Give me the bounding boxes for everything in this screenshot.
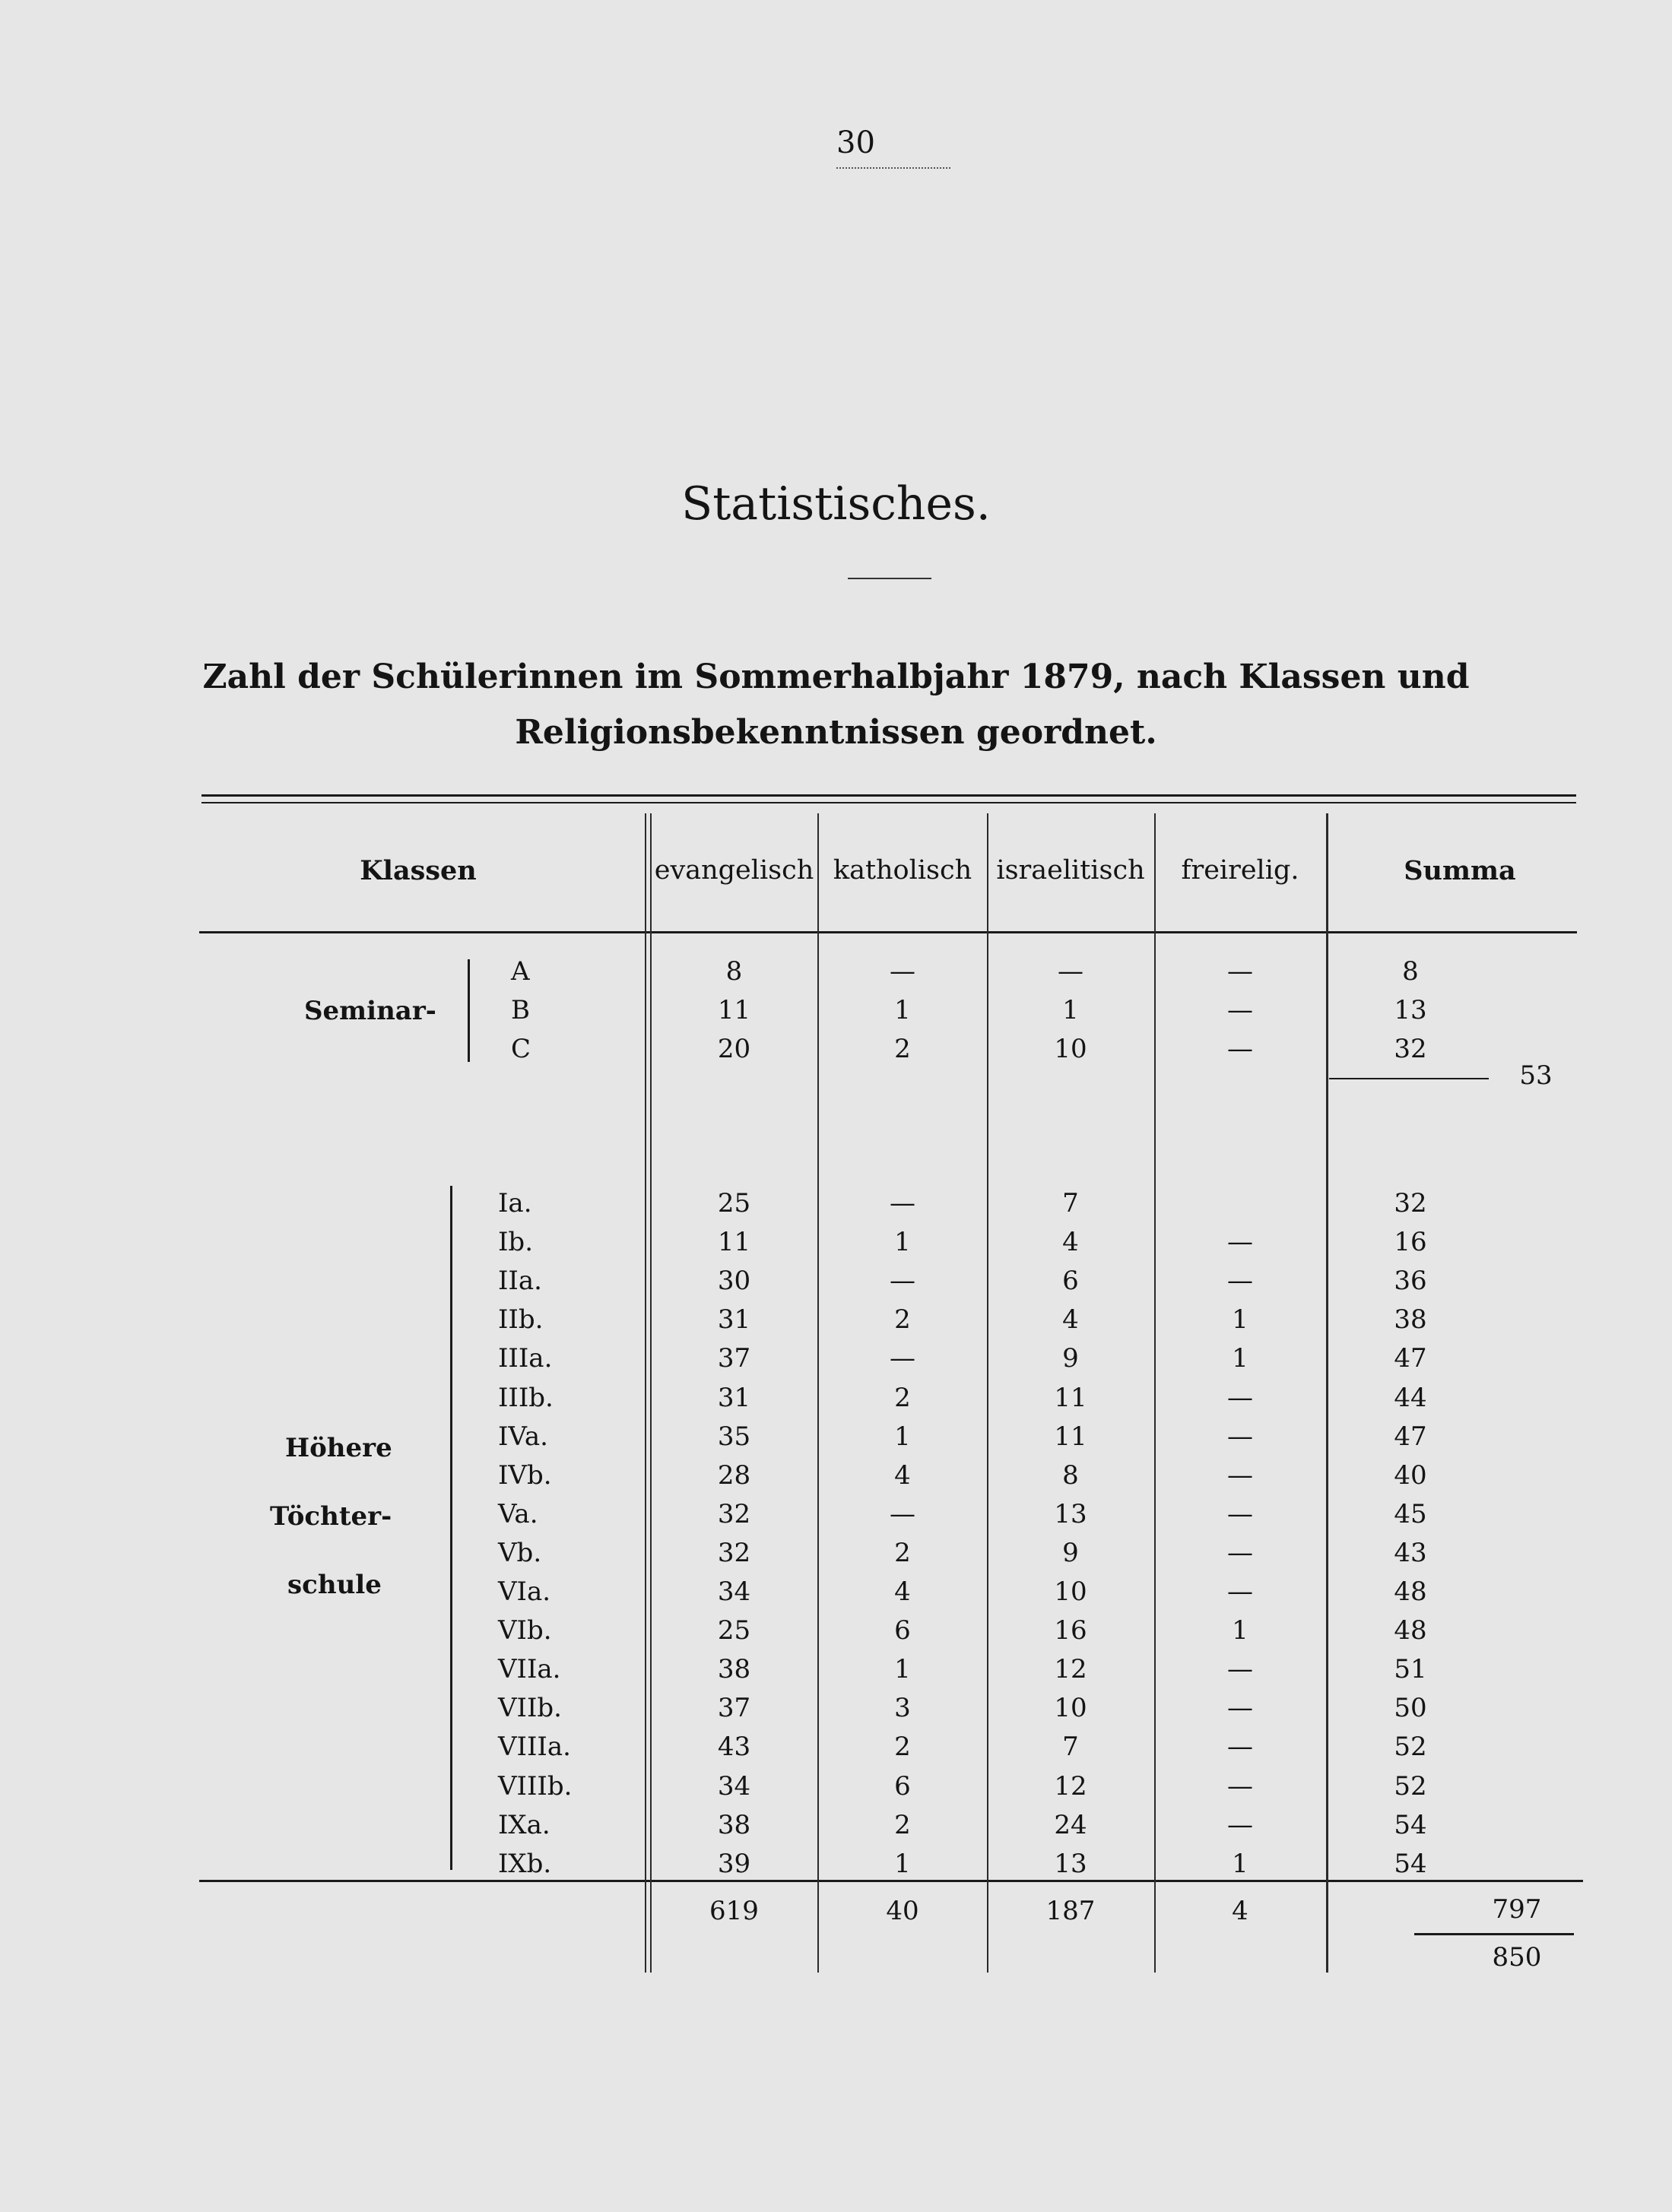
- page-title: Statistisches.: [681, 477, 991, 531]
- cell-klasse: VIIa.: [498, 1654, 561, 1685]
- cell-israelitisch: —: [1058, 956, 1083, 987]
- cell-katholisch: 1: [894, 1421, 911, 1452]
- col-head-evangelisch: evangelisch: [654, 855, 814, 886]
- cell-katholisch: 4: [894, 1577, 911, 1607]
- cell-israelitisch: 12: [1054, 1654, 1087, 1685]
- cell-summa: 47: [1394, 1421, 1427, 1452]
- cell-katholisch: —: [890, 1498, 915, 1529]
- total-israelitisch: 187: [1045, 1896, 1096, 1926]
- schule-brace: [450, 1186, 452, 1870]
- total-freirelig: 4: [1232, 1896, 1248, 1926]
- schule-label-3: schule: [287, 1570, 382, 1600]
- cell-israelitisch: 10: [1054, 1577, 1087, 1607]
- cell-freirelig: —: [1227, 1537, 1253, 1568]
- col-head-freirelig: freirelig.: [1181, 855, 1299, 886]
- cell-evangelisch: 31: [717, 1382, 751, 1413]
- summa-divider: [1326, 813, 1328, 1973]
- cell-summa: 51: [1394, 1654, 1427, 1685]
- cell-summa: 36: [1394, 1266, 1427, 1297]
- col-head-israelitisch: israelitisch: [996, 855, 1145, 886]
- cell-israelitisch: 13: [1054, 1848, 1087, 1879]
- cell-freirelig: —: [1227, 1266, 1253, 1297]
- cell-summa: 32: [1394, 1034, 1427, 1064]
- cell-summa: 43: [1394, 1537, 1427, 1568]
- cell-katholisch: 2: [894, 1304, 911, 1336]
- cell-freirelig: —: [1227, 1809, 1253, 1840]
- col-head-summa: Summa: [1404, 855, 1516, 886]
- cell-klasse: Vb.: [498, 1537, 542, 1568]
- cell-klasse: VIb.: [498, 1615, 552, 1646]
- cell-evangelisch: 35: [717, 1421, 751, 1452]
- cell-evangelisch: 39: [717, 1848, 751, 1879]
- cell-israelitisch: 10: [1054, 1034, 1087, 1064]
- cell-klasse: IIIa.: [498, 1343, 553, 1374]
- cell-klasse: B: [511, 995, 530, 1025]
- cell-israelitisch: 8: [1062, 1459, 1079, 1491]
- cell-summa: 16: [1394, 1227, 1427, 1258]
- cell-evangelisch: 38: [717, 1809, 751, 1840]
- cell-evangelisch: 11: [717, 1227, 751, 1258]
- cell-evangelisch: 32: [717, 1537, 751, 1568]
- cell-klasse: IIb.: [498, 1304, 544, 1336]
- cell-summa: 54: [1394, 1848, 1427, 1879]
- schule-label-2: Töchter-: [270, 1501, 392, 1532]
- cell-klasse: IXb.: [498, 1848, 552, 1879]
- cell-summa: 47: [1394, 1343, 1427, 1374]
- cell-freirelig: —: [1227, 956, 1253, 987]
- cell-israelitisch: 7: [1062, 1188, 1079, 1219]
- seminar-brace: [468, 959, 470, 1062]
- cell-katholisch: 2: [894, 1382, 911, 1413]
- cell-israelitisch: 9: [1062, 1537, 1079, 1568]
- cell-evangelisch: 37: [717, 1693, 751, 1724]
- total-summa: 797: [1492, 1894, 1542, 1925]
- cell-israelitisch: 10: [1054, 1693, 1087, 1724]
- cell-evangelisch: 25: [717, 1188, 751, 1219]
- table-heading-line1: Zahl der Schülerinnen im Sommerhalbjahr 1879, nach Klassen und: [202, 658, 1470, 696]
- cell-summa: 50: [1394, 1693, 1427, 1724]
- cell-katholisch: —: [890, 1343, 915, 1374]
- schule-label-1: Höhere: [285, 1433, 392, 1463]
- col-head-klassen: Klassen: [360, 855, 477, 886]
- cell-israelitisch: 4: [1062, 1227, 1079, 1258]
- cell-summa: 44: [1394, 1382, 1427, 1413]
- cell-summa: 8: [1402, 956, 1419, 987]
- cell-katholisch: —: [890, 1266, 915, 1297]
- totals-rule: [199, 1880, 1583, 1882]
- cell-freirelig: 1: [1232, 1615, 1248, 1646]
- cell-klasse: IVa.: [498, 1421, 548, 1452]
- cell-summa: 54: [1394, 1809, 1427, 1840]
- header-bottom-rule: [199, 931, 1577, 933]
- cell-israelitisch: 11: [1054, 1382, 1087, 1413]
- cell-katholisch: 2: [894, 1809, 911, 1840]
- cell-klasse: IIIb.: [498, 1382, 554, 1413]
- cell-klasse: IXa.: [498, 1809, 550, 1840]
- grand-total-rule: [1414, 1933, 1574, 1935]
- cell-evangelisch: 30: [717, 1266, 751, 1297]
- cell-katholisch: 2: [894, 1034, 911, 1064]
- cell-israelitisch: 16: [1054, 1615, 1087, 1646]
- cell-evangelisch: 32: [717, 1498, 751, 1529]
- cell-katholisch: 6: [894, 1770, 911, 1802]
- column-divider: [650, 813, 652, 1973]
- cell-summa: 52: [1394, 1770, 1427, 1802]
- cell-katholisch: 6: [894, 1615, 911, 1646]
- cell-freirelig: 1: [1232, 1343, 1248, 1374]
- cell-katholisch: —: [890, 1188, 915, 1219]
- cell-israelitisch: 12: [1054, 1770, 1087, 1802]
- cell-katholisch: 1: [894, 995, 911, 1025]
- cell-evangelisch: 8: [725, 956, 743, 987]
- cell-klasse: VIa.: [498, 1577, 551, 1607]
- cell-evangelisch: 43: [717, 1732, 751, 1763]
- total-evangelisch: 619: [709, 1896, 759, 1926]
- cell-klasse: A: [511, 956, 530, 987]
- column-divider: [817, 813, 819, 1973]
- column-divider: [645, 813, 646, 1973]
- page-number-rule: [836, 167, 950, 169]
- cell-summa: 52: [1394, 1732, 1427, 1763]
- cell-klasse: Ia.: [498, 1188, 532, 1219]
- cell-freirelig: —: [1227, 1693, 1253, 1724]
- cell-freirelig: —: [1227, 1654, 1253, 1685]
- cell-freirelig: 1: [1232, 1848, 1248, 1879]
- cell-israelitisch: 7: [1062, 1732, 1079, 1763]
- cell-evangelisch: 11: [717, 995, 751, 1025]
- cell-evangelisch: 28: [717, 1459, 751, 1491]
- table-heading-line2: Religionsbekenntnissen geordnet.: [515, 713, 1157, 752]
- cell-summa: 40: [1394, 1459, 1427, 1491]
- title-rule: [848, 578, 931, 579]
- cell-israelitisch: 9: [1062, 1343, 1079, 1374]
- col-head-katholisch: katholisch: [833, 855, 972, 886]
- cell-freirelig: —: [1227, 1227, 1253, 1258]
- cell-evangelisch: 34: [717, 1577, 751, 1607]
- cell-klasse: VIIIa.: [498, 1732, 571, 1763]
- cell-freirelig: —: [1227, 1459, 1253, 1491]
- seminar-label: Seminar-: [304, 996, 436, 1026]
- cell-freirelig: —: [1227, 1577, 1253, 1607]
- cell-klasse: VIIb.: [498, 1693, 562, 1724]
- cell-evangelisch: 34: [717, 1770, 751, 1802]
- cell-israelitisch: 24: [1054, 1809, 1087, 1840]
- cell-freirelig: —: [1227, 1382, 1253, 1413]
- cell-freirelig: —: [1227, 995, 1253, 1025]
- cell-klasse: IVb.: [498, 1459, 552, 1491]
- cell-katholisch: 1: [894, 1848, 911, 1879]
- cell-evangelisch: 37: [717, 1343, 751, 1374]
- cell-israelitisch: 1: [1062, 995, 1079, 1025]
- cell-freirelig: —: [1227, 1034, 1253, 1064]
- table-top-rule-inner: [201, 802, 1576, 803]
- cell-freirelig: —: [1227, 1732, 1253, 1763]
- cell-evangelisch: 25: [717, 1615, 751, 1646]
- cell-katholisch: 4: [894, 1459, 911, 1491]
- page-number: 30: [836, 125, 875, 160]
- cell-klasse: VIIIb.: [498, 1770, 573, 1802]
- cell-summa: 45: [1394, 1498, 1427, 1529]
- cell-klasse: C: [511, 1034, 531, 1064]
- cell-israelitisch: 4: [1062, 1304, 1079, 1336]
- cell-katholisch: 1: [894, 1227, 911, 1258]
- total-katholisch: 40: [886, 1896, 919, 1926]
- cell-freirelig: 1: [1232, 1304, 1248, 1336]
- cell-klasse: IIa.: [498, 1266, 542, 1297]
- cell-katholisch: —: [890, 956, 915, 987]
- cell-summa: 48: [1394, 1615, 1427, 1646]
- cell-katholisch: 3: [894, 1693, 911, 1724]
- table-top-rule: [201, 794, 1576, 797]
- cell-israelitisch: 13: [1054, 1498, 1087, 1529]
- cell-freirelig: —: [1227, 1498, 1253, 1529]
- cell-evangelisch: 20: [717, 1034, 751, 1064]
- cell-freirelig: —: [1227, 1770, 1253, 1802]
- cell-katholisch: 2: [894, 1537, 911, 1568]
- cell-evangelisch: 31: [717, 1304, 751, 1336]
- seminar-subtotal: 53: [1519, 1060, 1553, 1091]
- seminar-subtotal-rule: [1329, 1078, 1489, 1079]
- cell-klasse: Va.: [498, 1498, 538, 1529]
- cell-freirelig: —: [1227, 1421, 1253, 1452]
- cell-katholisch: 1: [894, 1654, 911, 1685]
- cell-evangelisch: 38: [717, 1654, 751, 1685]
- cell-summa: 38: [1394, 1304, 1427, 1336]
- cell-summa: 32: [1394, 1188, 1427, 1219]
- cell-israelitisch: 11: [1054, 1421, 1087, 1452]
- cell-katholisch: 2: [894, 1732, 911, 1763]
- cell-israelitisch: 6: [1062, 1266, 1079, 1297]
- grand-total: 850: [1492, 1942, 1542, 1973]
- cell-summa: 48: [1394, 1577, 1427, 1607]
- cell-klasse: Ib.: [498, 1227, 534, 1258]
- cell-summa: 13: [1394, 995, 1427, 1025]
